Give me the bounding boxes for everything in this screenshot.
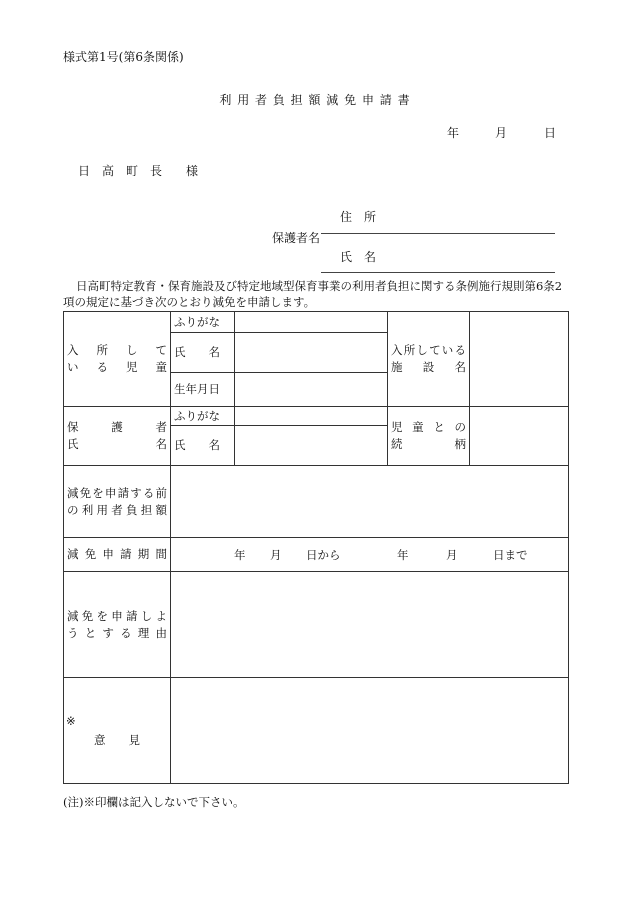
- facility-label-line-2: 施 設 名: [391, 360, 466, 374]
- form-title: 利 用 者 負 担 額 減 免 申 請 書: [219, 93, 411, 107]
- guardian-furigana-label: ふりがな: [174, 408, 220, 423]
- reason-field[interactable]: [171, 572, 569, 678]
- burden-label-line-1: 減免を申請する前: [67, 485, 167, 500]
- child-name-field[interactable]: [235, 333, 388, 373]
- facility-label-line-1: 入所している: [391, 343, 466, 357]
- opinion-mark: ※: [66, 714, 76, 728]
- facility-label-cell: [388, 312, 470, 407]
- period-label: 減 免 申 請 期 間: [67, 547, 167, 561]
- burden-amount-field[interactable]: [171, 466, 569, 538]
- guardian-name-line[interactable]: [321, 272, 555, 273]
- guardian-table-name-label: 氏 名: [174, 438, 220, 452]
- period-to-year: 年: [397, 548, 409, 562]
- guardian-address-label: 住 所: [340, 210, 377, 224]
- application-table: [63, 311, 569, 784]
- guardian-address-line[interactable]: [321, 233, 555, 234]
- child-furigana-field[interactable]: [235, 312, 388, 333]
- child-birthdate-label: 生年月日: [174, 382, 220, 396]
- burden-label-cell: [64, 466, 171, 538]
- relation-label-cell: [388, 407, 470, 466]
- child-name-label: 氏 名: [174, 345, 220, 359]
- relation-label-line-2: 続 柄: [391, 437, 466, 451]
- intro-line-1: 日高町特定教育・保育施設及び特定地域型保育事業の利用者負担に関する条例施行規則第6条2: [76, 279, 563, 293]
- guardian-furigana-label-cell: [171, 407, 235, 426]
- guardian-name-label-cell: [171, 426, 235, 466]
- child-label-cell: [64, 312, 171, 407]
- guardian-label-line-1: 保 護 者: [67, 420, 167, 434]
- guardian-label-cell: [64, 407, 171, 466]
- guardian-furigana-field[interactable]: [235, 407, 388, 426]
- child-furigana-label-cell: [171, 312, 235, 333]
- reason-label-line-1: 減免を申請しよ: [67, 608, 167, 623]
- child-label-line-1: 入 所 し て: [67, 343, 167, 357]
- guardian-name-field-label: 氏 名: [340, 250, 377, 264]
- period-field[interactable]: [171, 538, 569, 572]
- child-label-line-2: い る 児 童: [67, 360, 167, 374]
- facility-name-field[interactable]: [470, 312, 569, 407]
- period-to-suffix: 日まで: [493, 548, 528, 562]
- intro-line-2: 項の規定に基づき次のとおり減免を申請します。: [63, 295, 316, 309]
- relation-label-line-1: 児 童 と の: [391, 420, 466, 434]
- relation-field[interactable]: [470, 407, 569, 466]
- form-number: 様式第1号(第6条関係): [63, 50, 184, 64]
- opinion-field: [171, 678, 569, 784]
- child-birthdate-field[interactable]: [235, 373, 388, 407]
- period-from-suffix: 日から: [306, 548, 341, 562]
- period-from-year: 年: [234, 548, 246, 562]
- burden-label-line-2: の利用者負担額: [67, 502, 167, 517]
- guardian-label-line-2: 氏 名: [67, 437, 167, 451]
- guardian-table-name-field[interactable]: [235, 426, 388, 466]
- date-month-label: 月: [495, 126, 508, 140]
- opinion-label: 意 見: [94, 733, 140, 747]
- date-day-label: 日: [544, 126, 557, 140]
- addressee: 日 高 町 長 様: [78, 164, 199, 178]
- footer-note: (注)※印欄は記入しないで下さい。: [63, 795, 245, 809]
- guardian-name-label: 保護者名: [272, 231, 321, 245]
- child-name-label-cell: [171, 333, 235, 373]
- reason-label-cell: [64, 572, 171, 678]
- period-label-cell: [64, 538, 171, 572]
- opinion-label-cell: [64, 678, 171, 784]
- date-year-label: 年: [447, 126, 460, 140]
- period-from-month: 月: [270, 548, 282, 562]
- child-furigana-label: ふりがな: [174, 314, 220, 329]
- reason-label-line-2: うとする理由: [67, 625, 167, 640]
- period-to-month: 月: [446, 548, 458, 562]
- child-birthdate-label-cell: [171, 373, 235, 407]
